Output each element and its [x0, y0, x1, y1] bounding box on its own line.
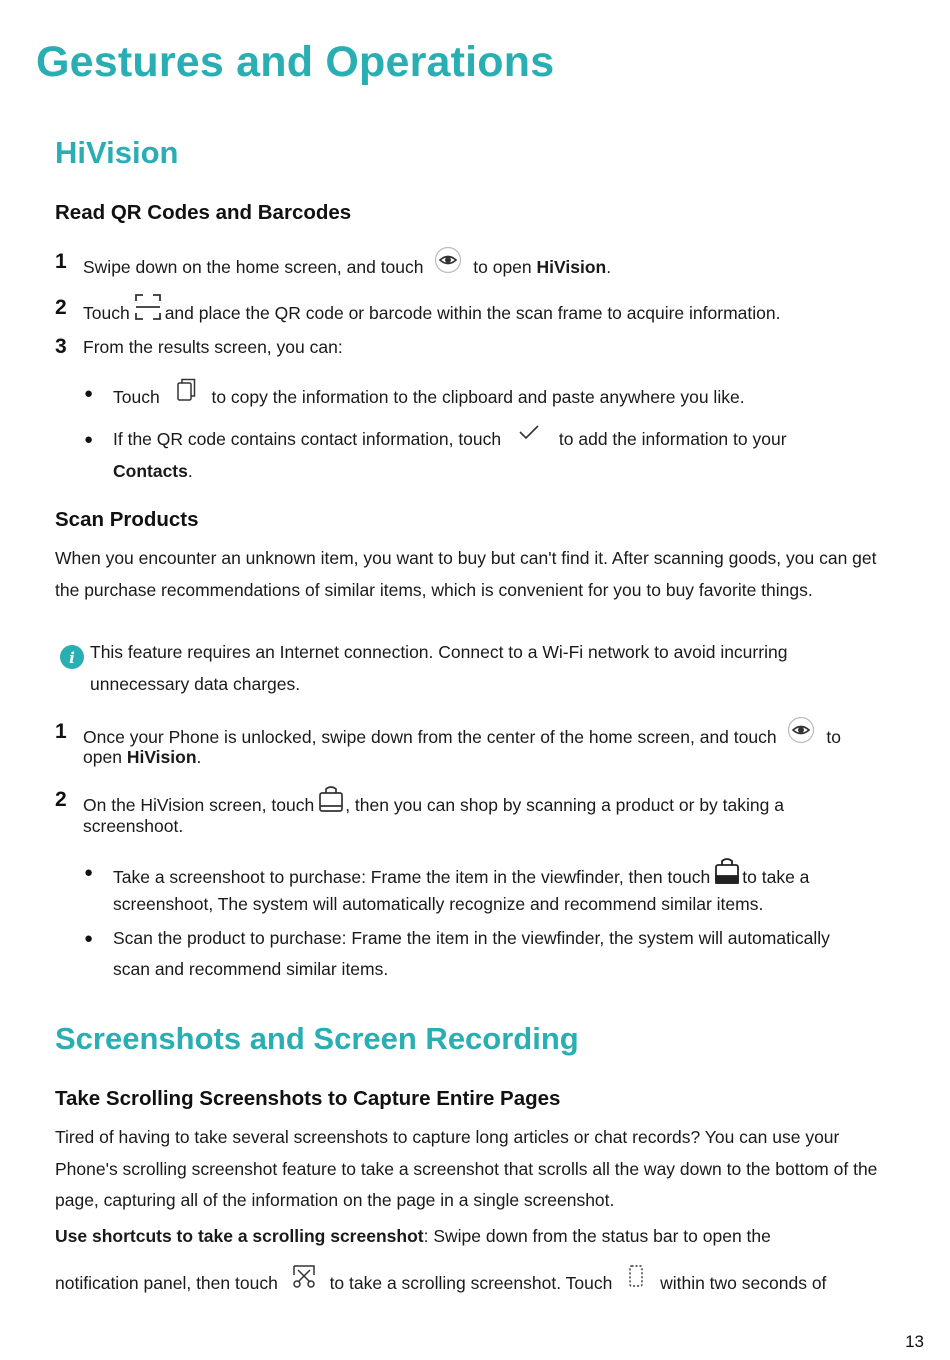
- section-heading-screenshots: Screenshots and Screen Recording: [55, 1021, 579, 1056]
- step-text-part: Touch: [83, 303, 130, 324]
- note-text: This feature requires an Internet connection. Connect to a Wi-Fi network to avoid incurring unnecessary data charges.: [90, 642, 788, 694]
- scroll-screenshot-icon: [627, 1264, 645, 1293]
- step-text-part: .: [196, 747, 202, 767]
- bullet-text: [113, 862, 809, 895]
- subheading-read-qr: Read QR Codes and Barcodes: [55, 201, 352, 224]
- bullet-text-continued: screenshoot, The system will automatically recognize and recommend similar items.: [113, 894, 764, 914]
- bullet-text-part: Touch: [113, 387, 160, 408]
- bullet-text-continued: [113, 461, 193, 482]
- bullet-dot: ●: [84, 385, 94, 402]
- shopping-bag-icon: [318, 785, 344, 818]
- app-name: HiVision: [126, 747, 197, 767]
- bullet-text-part: Take a screenshoot to purchase: Frame the item in the viewfinder, then touch: [113, 867, 711, 888]
- text-part: to take a scrolling screenshot. Touch: [329, 1273, 613, 1294]
- subheading-scan-products: Scan Products: [55, 508, 199, 531]
- copy-icon: [175, 377, 197, 408]
- step-number: 2: [55, 296, 67, 319]
- step-text: [83, 252, 611, 285]
- shortcut-text: [55, 1226, 771, 1247]
- step-text-part: Once your Phone is unlocked, swipe down from the center of the home screen, and touch: [83, 727, 777, 748]
- scan-frame-icon: [134, 293, 162, 326]
- svg-text:i: i: [69, 649, 75, 667]
- bullet-text-continued: scan and recommend similar items.: [113, 959, 389, 979]
- bullet-dot: ●: [84, 930, 94, 947]
- text-part: notification panel, then touch: [55, 1273, 278, 1294]
- step-text-continued: [83, 747, 201, 768]
- step-text-continued: screenshoot.: [83, 816, 184, 836]
- shortcut-rest: : Swipe down from the status bar to open the: [423, 1226, 771, 1246]
- shortcut-text-continued: [55, 1269, 826, 1300]
- step-text-part: , then you can shop by scanning a product or by taking a: [345, 795, 784, 816]
- scissors-screenshot-icon: [291, 1263, 317, 1294]
- bullet-dot: ●: [84, 431, 94, 448]
- step-text-part: .: [606, 257, 612, 278]
- bullet-text: [113, 429, 787, 452]
- step-text-part: to: [826, 727, 841, 748]
- step-text: [83, 790, 784, 823]
- shortcut-bold: Use shortcuts to take a scrolling screenshot: [55, 1226, 424, 1246]
- bullet-text: [113, 383, 745, 414]
- bullet-text-part: to take a: [742, 867, 810, 888]
- bullet-text: Scan the product to purchase: Frame the item in the viewfinder, the system will automatically: [113, 928, 830, 948]
- app-name: HiVision: [536, 257, 607, 278]
- page-title: Gestures and Operations: [36, 38, 555, 86]
- step-text-part: open: [83, 747, 122, 767]
- contacts-label: Contacts: [113, 461, 188, 481]
- bullet-text-part: to add the information to your: [558, 429, 787, 450]
- bullet-text-part: If the QR code contains contact information, touch: [113, 429, 502, 450]
- bullet-dot: ●: [84, 864, 94, 881]
- step-text-part: Swipe down on the home screen, and touch: [83, 257, 424, 278]
- shopping-bag-icon: [714, 857, 740, 890]
- page-number: 13: [905, 1332, 924, 1351]
- step-number: 1: [55, 250, 67, 273]
- checkmark-icon: [518, 423, 540, 446]
- section-heading-hivision: HiVision: [55, 135, 179, 170]
- bullet-text-part: to copy the information to the clipboard and paste anywhere you like.: [211, 387, 745, 408]
- step-number: 2: [55, 788, 67, 811]
- hivision-eye-icon: [787, 716, 815, 749]
- text-part: within two seconds of: [660, 1273, 827, 1294]
- step-text-part: and place the QR code or barcode within the scan frame to acquire information.: [164, 303, 781, 324]
- scan-products-intro: When you encounter an unknown item, you want to buy but can't find it. After scanning goods, you can get the purchase recommendations of similar items, which is convenient for you to buy favorite things.: [55, 548, 877, 600]
- step-text: From the results screen, you can:: [83, 337, 343, 357]
- step-number: 3: [55, 335, 67, 358]
- step-text-part: On the HiVision screen, touch: [83, 795, 315, 816]
- step-number: 1: [55, 720, 67, 743]
- scrolling-intro: Tired of having to take several screenshots to capture long articles or chat records? You can use your Phone's scrolling screenshot feature to take a screenshot that scrolls all the way down to the bottom of the page, capturing all of the information on the page in a single screenshot.: [55, 1127, 878, 1210]
- info-icon: [60, 645, 84, 674]
- subheading-scrolling-screenshots: Take Scrolling Screenshots to Capture Entire Pages: [55, 1087, 561, 1110]
- step-text-part: to open: [473, 257, 532, 278]
- bullet-text-part: .: [187, 461, 193, 481]
- hivision-eye-icon: [434, 246, 462, 279]
- step-text: [83, 298, 780, 331]
